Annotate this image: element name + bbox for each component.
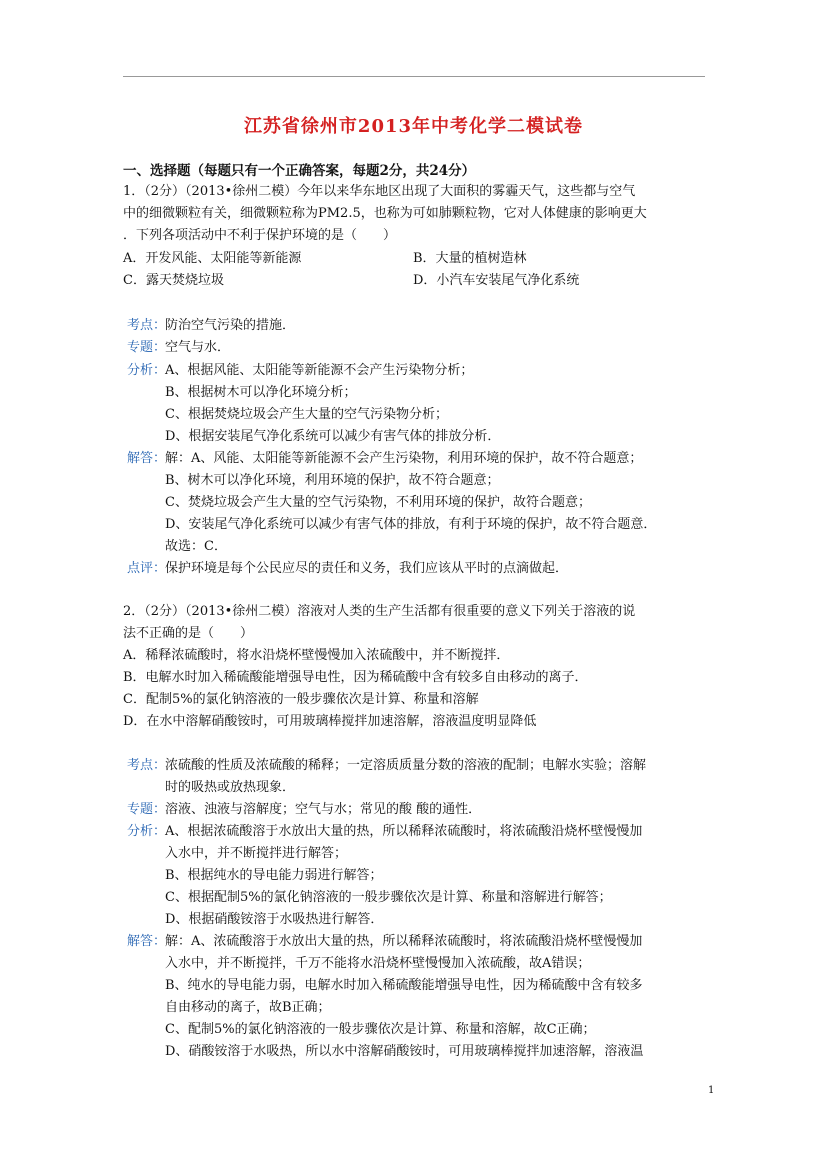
- q2-stem-line: 2．（2分）（2013•徐州二模）溶液对人类的生产生活都有很重要的意义下列关于溶液的说: [123, 604, 636, 619]
- q2-jieda-line: 自由移动的离子，故B正确；: [165, 1000, 331, 1015]
- q2-option-d: D．在水中溶解硝酸铵时，可用玻璃棒搅拌加速溶解，溶液温度明显降低: [123, 714, 537, 729]
- q2-fenxi-line: C、根据配制5%的氯化钠溶液的一般步骤依次是计算、称量和溶解进行解答；: [165, 890, 612, 905]
- q1-stem-line: 中的细微颗粒有关，细微颗粒称为PM2.5，也称为可如肺颗粒物，它对人体健康的影响更大: [123, 206, 647, 221]
- q2-kaodian-label: 考点：: [127, 758, 167, 773]
- q2-option-a: A．稀释浓硫酸时，将水沿烧杯壁慢慢加入浓硫酸中，并不断搅拌．: [123, 648, 510, 663]
- q1-dianping-text: 保护环境是每个公民应尽的责任和义务，我们应该从平时的点滴做起．: [165, 561, 569, 576]
- section-heading: 一、选择题（每题只有一个正确答案，每题2分，共24分）: [123, 163, 476, 179]
- q2-jieda-label: 解答：: [127, 934, 167, 949]
- q1-jieda-label: 解答：: [127, 451, 167, 466]
- q2-option-c: C．配制5%的氯化钠溶液的一般步骤依次是计算、称量和溶解: [123, 692, 479, 707]
- q1-fenxi-label: 分析：: [127, 363, 167, 378]
- q2-jieda-line: D、硝酸铵溶于水吸热，所以水中溶解硝酸铵时，可用玻璃棒搅拌加速溶解，溶液温: [165, 1044, 644, 1059]
- q1-jieda-line: B、树木可以净化环境，利用环境的保护，故不符合题意；: [165, 473, 500, 488]
- q2-fenxi-line: 入水中，并不断搅拌进行解答；: [165, 846, 348, 861]
- q1-stem-line: ．下列各项活动中不利于保护环境的是（ ）: [123, 228, 397, 243]
- q1-fenxi-line: B、根据树木可以净化环境分析；: [165, 385, 357, 400]
- q2-jieda-line: 解：A、浓硫酸溶于水放出大量的热，所以稀释浓硫酸时，将浓硫酸沿烧杯壁慢慢加: [165, 934, 643, 949]
- q1-jieda-line: D、安装尾气净化系统可以减少有害气体的排放，有利于环境的保护，故不符合题意．: [165, 517, 657, 532]
- q1-option-d: D．小汽车安装尾气净化系统: [413, 273, 580, 288]
- q1-dianping-label: 点评：: [127, 561, 167, 576]
- q1-fenxi-line: A、根据风能、太阳能等新能源不会产生污染物分析；: [165, 363, 474, 378]
- q1-zhuanti-text: 空气与水．: [165, 340, 231, 355]
- q2-jieda-line: 入水中，并不断搅拌，千万不能将水沿烧杯壁慢慢加入浓硫酸，故A错误；: [165, 956, 591, 971]
- q2-fenxi-line: B、根据纯水的导电能力弱进行解答；: [165, 868, 383, 883]
- q1-fenxi-line: D、根据安装尾气净化系统可以减少有害气体的排放分析．: [165, 429, 501, 444]
- page-number: 1: [708, 1085, 715, 1096]
- q1-option-b: B．大量的植树造林: [413, 251, 527, 266]
- q2-zhuanti-text: 溶液、浊液与溶解度；空气与水；常见的酸 酸的通性．: [165, 802, 482, 817]
- q2-jieda-line: B、纯水的导电能力弱，电解水时加入稀硫酸能增强导电性，因为稀硫酸中含有较多: [165, 978, 643, 993]
- document-title: 江苏省徐州市2013年中考化学二模试卷: [243, 116, 584, 137]
- q1-jieda-line: 解：A、风能、太阳能等新能源不会产生污染物，利用环境的保护，故不符合题意；: [165, 451, 643, 466]
- q2-fenxi-line: D、根据硝酸铵溶于水吸热进行解答．: [165, 912, 384, 927]
- q1-stem-line: 1．（2分）（2013•徐州二模）今年以来华东地区出现了大面积的雾霾天气，这些都与空气: [123, 184, 636, 199]
- header-rule: [123, 76, 705, 77]
- q2-jieda-line: C、配制5%的氯化钠溶液的一般步骤依次是计算、称量和溶解，故C正确；: [165, 1022, 596, 1037]
- q1-jieda-line: C、焚烧垃圾会产生大量的空气污染物，不利用环境的保护，故符合题意；: [165, 495, 591, 510]
- q1-zhuanti-label: 专题：: [127, 340, 167, 355]
- q1-kaodian-label: 考点：: [127, 318, 167, 333]
- q2-fenxi-label: 分析：: [127, 824, 167, 839]
- q2-kaodian-line: 浓硫酸的性质及浓硫酸的稀释；一定溶质质量分数的溶液的配制；电解水实验；溶解: [165, 758, 647, 773]
- q1-option-a: A．开发风能、太阳能等新能源: [123, 251, 302, 266]
- q2-kaodian-line: 时的吸热或放热现象．: [165, 780, 296, 795]
- q1-option-c: C．露天焚烧垃圾: [123, 273, 224, 288]
- q2-option-b: B．电解水时加入稀硫酸能增强导电性，因为稀硫酸中含有较多自由移动的离子．: [123, 670, 588, 685]
- q2-stem-line: 法不正确的是（ ）: [123, 626, 254, 641]
- q1-fenxi-line: C、根据焚烧垃圾会产生大量的空气污染物分析；: [165, 407, 448, 422]
- q2-zhuanti-label: 专题：: [127, 802, 167, 817]
- q2-fenxi-line: A、根据浓硫酸溶于水放出大量的热，所以稀释浓硫酸时，将浓硫酸沿烧杯壁慢慢加: [165, 824, 643, 839]
- q1-jieda-line: 故选：C．: [165, 539, 227, 554]
- q1-kaodian-text: 防治空气污染的措施．: [165, 318, 296, 333]
